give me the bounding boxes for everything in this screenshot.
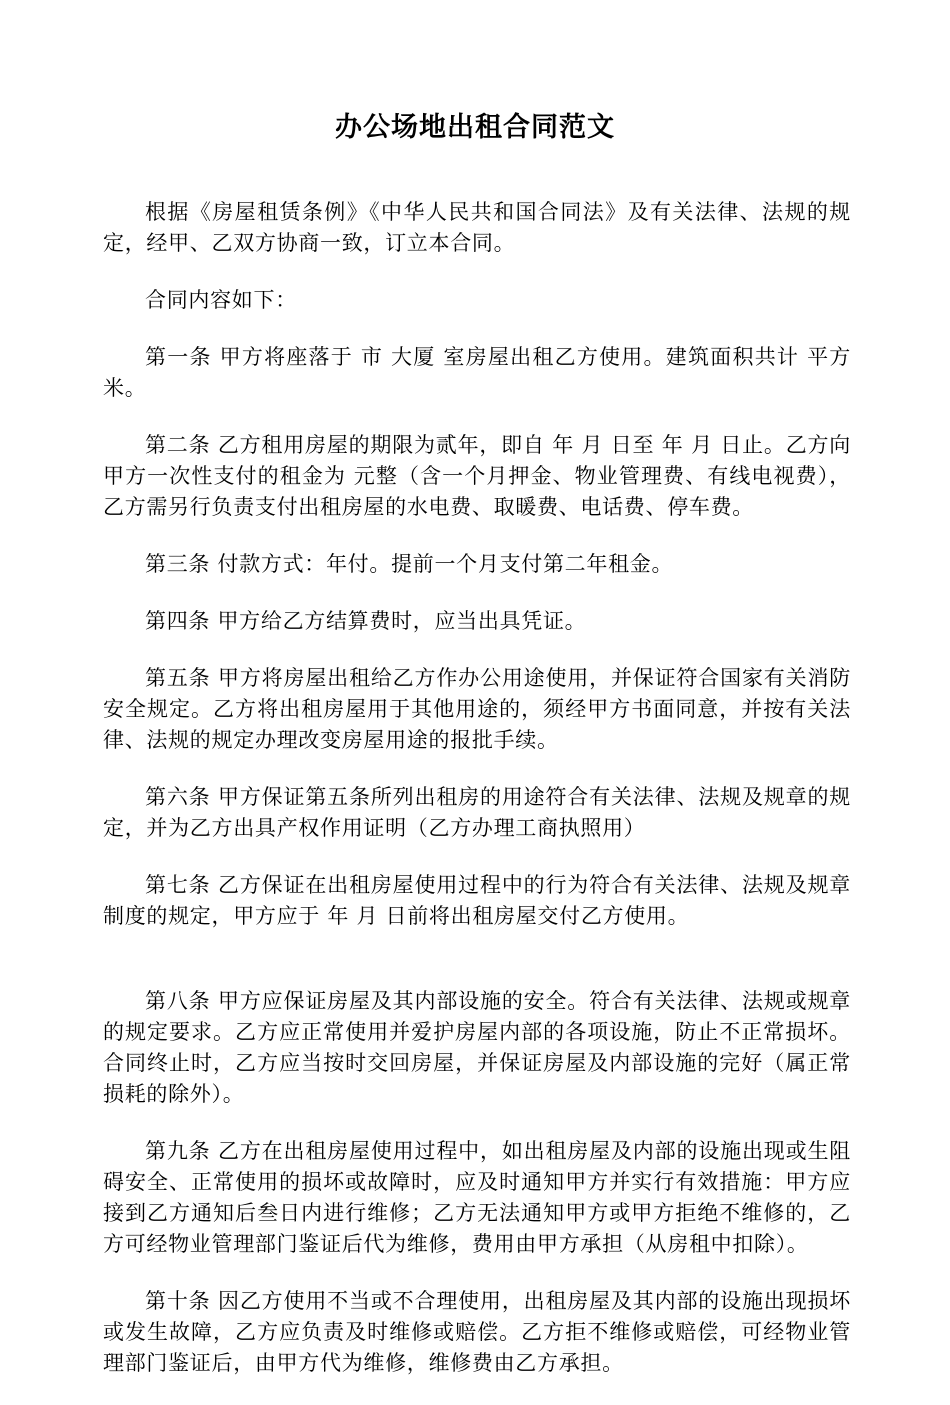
- clause-4: 第四条 甲方给乙方结算费时，应当出具凭证。: [145, 609, 587, 633]
- paragraph-contents-intro: 合同内容如下：: [145, 288, 297, 312]
- document-title: 办公场地出租合同范文: [335, 112, 615, 143]
- clause-8: 第八条 甲方应保证房屋及其内部设施的安全。符合有关法律、法规或规章的规定要求。乙方应正常使用并爱护房屋内部的各项设施，防止不正常损坏。合同终止时，乙方应当按时交回房屋，并保证房屋及内部设施的完好（属正常损耗的除外）。: [103, 989, 851, 1106]
- clause-7: 第七条 乙方保证在出租房屋使用过程中的行为符合有关法律、法规及规章制度的规定，甲方应于 年 月 日前将出租房屋交付乙方使用。: [103, 873, 851, 928]
- clause-2: 第二条 乙方租用房屋的期限为贰年，即自 年 月 日至 年 月 日止。乙方向甲方一次性支付的租金为 元整（含一个月押金、物业管理费、有线电视费），乙方需另行负责支付出租房屋的水电费、取暖费、电话费、停车费。: [103, 433, 851, 519]
- clause-5: 第五条 甲方将房屋出租给乙方作办公用途使用，并保证符合国家有关消防安全规定。乙方将出租房屋用于其他用途的，须经甲方书面同意，并按有关法律、法规的规定办理改变房屋用途的报批手续。: [103, 666, 851, 752]
- paragraph-preamble: 根据《房屋租赁条例》《中华人民共和国合同法》及有关法律、法规的规定，经甲、乙双方协商一致，订立本合同。: [103, 200, 851, 255]
- clause-9: 第九条 乙方在出租房屋使用过程中，如出租房屋及内部的设施出现或生阻碍安全、正常使用的损坏或故障时，应及时通知甲方并实行有效措施：甲方应接到乙方通知后叁日内进行维修；乙方无法通知甲方或甲方拒绝不维修的，乙方可经物业管理部门鉴证后代为维修，费用由甲方承担（从房租中扣除）。: [103, 1139, 851, 1256]
- clause-3: 第三条 付款方式：年付。提前一个月支付第二年租金。: [145, 552, 674, 576]
- clause-6: 第六条 甲方保证第五条所列出租房的用途符合有关法律、法规及规章的规定，并为乙方出具产权作用证明（乙方办理工商执照用）: [103, 785, 851, 840]
- document-body: [103, 197, 851, 1405]
- clause-10: 第十条 因乙方使用不当或不合理使用，出租房屋及其内部的设施出现损坏或发生故障，乙方应负责及时维修或赔偿。乙方拒不维修或赔偿，可经物业管理部门鉴证后，由甲方代为维修，维修费由乙方承担。: [103, 1289, 851, 1375]
- clause-1: 第一条 甲方将座落于 市 大厦 室房屋出租乙方使用。建筑面积共计 平方米。: [103, 345, 851, 400]
